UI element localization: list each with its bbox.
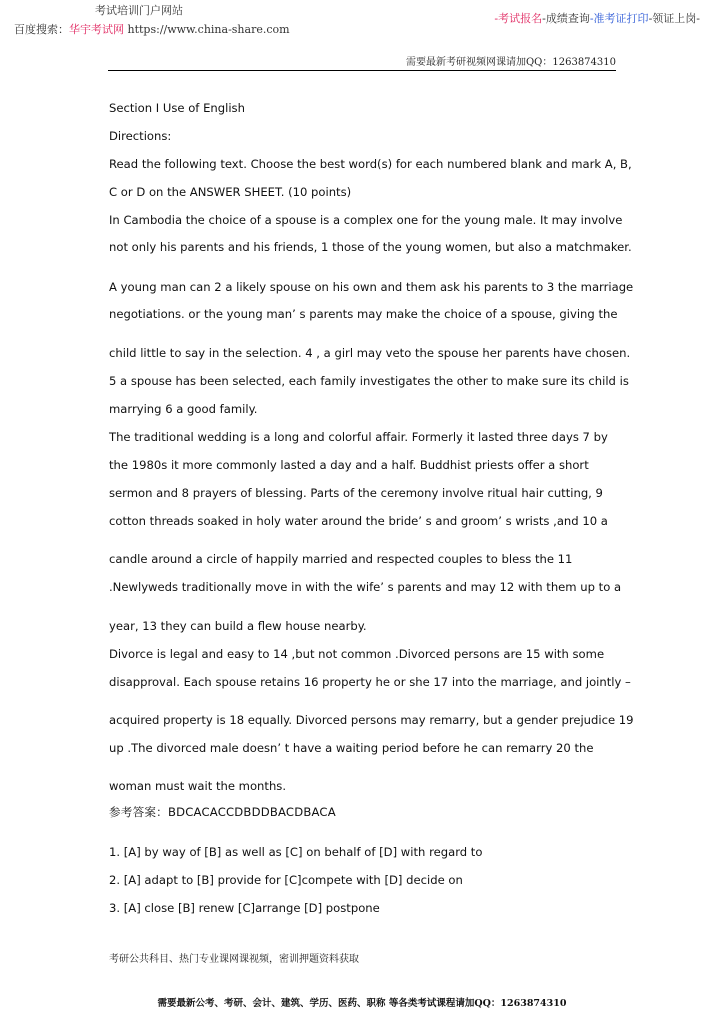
text-line: In Cambodia the choice of a spouse is a complex one for the young male. It may involve <box>109 213 623 227</box>
text-line: .Newlyweds traditionally move in with the wife’ s parents and may 12 with them up to a <box>109 580 622 594</box>
option-row: 2. [A] adapt to [B] provide for [C]compete with [D] decide on <box>109 873 463 887</box>
text-line: the 1980s it more commonly lasted a day and a half. Buddhist priests offer a short <box>109 458 589 472</box>
text-line: sermon and 8 prayers of blessing. Parts of the ceremony involve ritual hair cutting, 9 <box>109 486 603 500</box>
text-line: up .The divorced male doesn’ t have a waiting period before he can remarry 20 the <box>109 741 594 755</box>
text-line: The traditional wedding is a long and colorful affair. Formerly it lasted three days 7 by <box>109 430 608 444</box>
text-line: marrying 6 a good family. <box>109 402 258 416</box>
text-line: woman must wait the months. <box>109 779 287 793</box>
header-divider <box>108 70 616 71</box>
link-certificate[interactable]: -领证上岗- <box>648 12 700 25</box>
footer-qq-notice: 需要最新公考、考研、会计、建筑、学历、医药、职称 等各类考试课程请加QQ：1263874310 <box>157 998 567 1009</box>
answer-key: BDCACACCDBDDBACDBACA <box>167 805 336 819</box>
text-line: negotiations. or the young man’ s parents may make the choice of a spouse, giving the <box>109 307 618 321</box>
directions-label: Directions: <box>109 129 172 143</box>
text-line: child little to say in the selection. 4 , a girl may veto the spouse her parents have chosen. <box>109 346 631 360</box>
text-line: 5 a spouse has been selected, each family investigates the other to make sure its child is <box>109 374 629 388</box>
footer-note: 考研公共科目、热门专业课网课视频，密训押题资料获取 <box>109 954 359 965</box>
header-qq-notice: 需要最新考研视频网课请加QQ：1263874310 <box>405 57 616 68</box>
site-title: 考试培训门户网站 <box>95 4 183 17</box>
link-score-inquiry[interactable]: -成绩查询 <box>542 12 590 25</box>
text-line: A young man can 2 a likely spouse on his own and them ask his parents to 3 the marriage <box>109 280 634 294</box>
option-row: 3. [A] close [B] renew [C]arrange [D] postpone <box>109 901 380 915</box>
answer-key-row <box>109 805 336 819</box>
text-line: acquired property is 18 equally. Divorced persons may remarry, but a gender prejudice 19 <box>109 713 634 727</box>
link-admission-ticket[interactable]: -准考证打印 <box>589 12 649 25</box>
text-line: candle around a circle of happily married and respected couples to bless the 11 <box>109 552 573 566</box>
option-row: 1. [A] by way of [B] as well as [C] on behalf of [D] with regard to <box>109 845 483 859</box>
header-links <box>494 10 700 26</box>
search-hint <box>14 21 290 37</box>
site-url[interactable]: https://www.china-share.com <box>127 23 290 36</box>
text-line: Divorce is legal and easy to 14 ,but not common .Divorced persons are 15 with some <box>109 647 605 661</box>
text-line: year, 13 they can build a flew house nearby. <box>109 619 367 633</box>
text-line: disapproval. Each spouse retains 16 property he or she 17 into the marriage, and jointly – <box>109 675 631 689</box>
text-line: cotton threads soaked in holy water around the bride’ s and groom’ s wrists ,and 10 a <box>109 514 608 528</box>
text-line: Read the following text. Choose the best word(s) for each numbered blank and mark A, B, <box>109 157 632 171</box>
text-line: C or D on the ANSWER SHEET. (10 points) <box>109 185 352 199</box>
search-label: 百度搜索： <box>14 23 69 36</box>
link-exam-registration[interactable]: -考试报名 <box>494 12 543 25</box>
section-title: Section I Use of English <box>109 101 245 115</box>
search-keyword[interactable]: 华宇考试网 <box>69 23 124 36</box>
answer-label: 参考答案： <box>109 805 168 819</box>
text-line: not only his parents and his friends, 1 those of the young women, but also a matchmaker. <box>109 240 632 254</box>
